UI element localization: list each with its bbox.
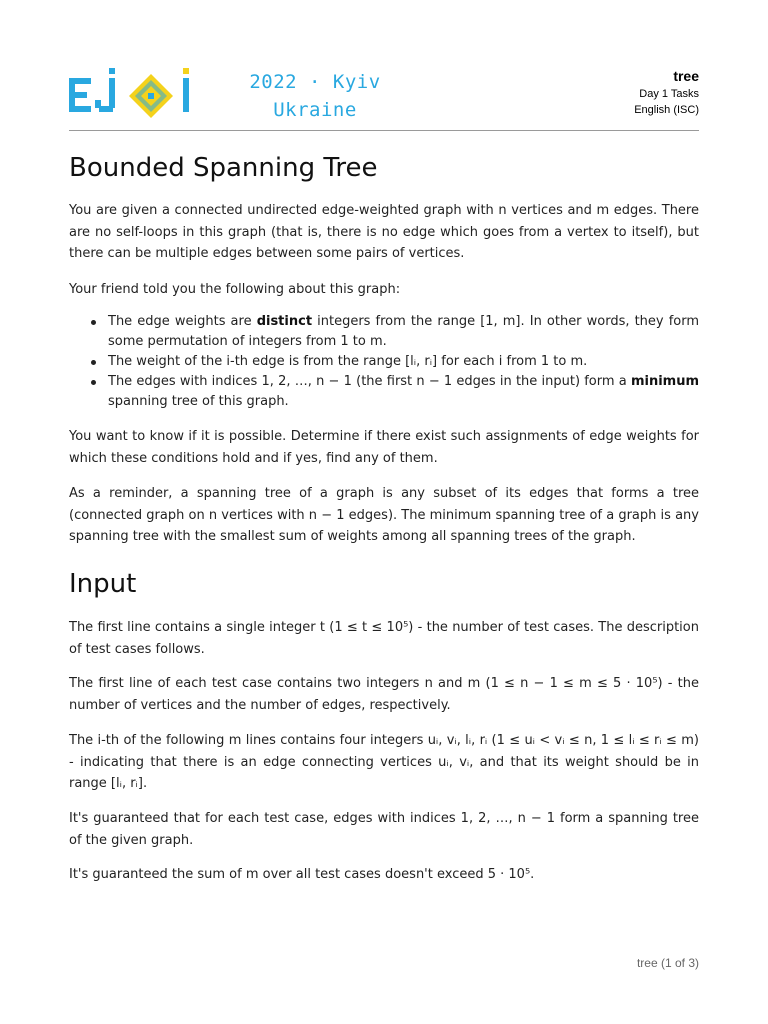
list-item — [69, 312, 699, 352]
input-paragraph-1: The first line contains a single integer t (1 ≤ t ≤ 10⁵) - the number of test cases. The description of test cases follows. — [69, 620, 699, 657]
task-language: English (ISC) — [634, 104, 699, 116]
input-paragraph-3: The i-th of the following m lines contains four integers uᵢ, vᵢ, lᵢ, rᵢ (1 ≤ uᵢ < vᵢ ≤ n, 1 ≤ lᵢ ≤ rᵢ ≤ m) - indicating that there is an edge connecting vertices uᵢ, vᵢ, and that its weight should be in range [lᵢ, rᵢ]. — [69, 733, 699, 791]
bullet3-text-b: spanning tree of this graph. — [108, 394, 289, 409]
event-title — [235, 68, 395, 124]
intro-paragraph-2: Your friend told you the following about this graph: — [69, 282, 401, 297]
bullet3-bold: minimum — [630, 374, 699, 389]
input-paragraph-2: The first line of each test case contains two integers n and m (1 ≤ n − 1 ≤ m ≤ 5 · 10⁵) - the number of vertices and the number of edges, respectively. — [69, 676, 699, 713]
input-paragraph-4: It's guaranteed that for each test case, edges with indices 1, 2, …, n − 1 form a spanning tree of the given graph. — [69, 811, 699, 848]
page-title: Bounded Spanning Tree — [69, 153, 378, 183]
event-year-city: 2022 · Kyiv — [249, 71, 381, 93]
intro-paragraph-4: As a reminder, a spanning tree of a graph is any subset of its edges that forms a tree (connected graph on n vertices with n − 1 edges). The minimum spanning tree of a graph is any spanning tree with the smallest sum of weights among all spanning trees of the graph. — [69, 486, 699, 544]
input-paragraph-5: It's guaranteed the sum of m over all test cases doesn't exceed 5 · 10⁵. — [69, 867, 535, 882]
header-divider — [69, 130, 699, 131]
event-country: Ukraine — [273, 99, 357, 121]
document-page — [69, 0, 699, 1024]
task-meta — [634, 66, 699, 118]
task-name: tree — [673, 68, 699, 84]
bullet1-bold: distinct — [256, 314, 313, 329]
task-day: Day 1 Tasks — [639, 88, 699, 100]
page-footer: tree (1 of 3) — [636, 956, 699, 970]
intro-paragraph-1: You are given a connected undirected edge-weighted graph with n vertices and m edges. There are no self-loops in this graph (that is, there is no edge which goes from a vertex to itself), but there can be multiple edges between some pairs of vertices. — [69, 203, 699, 261]
bullet1-text-b: integers from the range [1, m]. In other words, they form some permutation of integers from 1 to m. — [108, 314, 700, 349]
section-heading-input: Input — [69, 569, 137, 599]
page-header — [69, 60, 699, 130]
list-item — [69, 372, 699, 412]
ejoi-logo-icon — [69, 68, 199, 118]
list-item: The weight of the i-th edge is from the range [lᵢ, rᵢ] for each i from 1 to m. — [69, 352, 699, 372]
ejoi-logo — [69, 68, 199, 118]
conditions-list — [69, 312, 699, 412]
intro-paragraph-3: You want to know if it is possible. Determine if there exist such assignments of edge weights for which these conditions hold and if yes, find any of them. — [69, 429, 699, 466]
bullet1-text-a: The edge weights are — [108, 314, 257, 329]
bullet3-text-a: The edges with indices 1, 2, …, n − 1 (the first n − 1 edges in the input) form a — [108, 374, 631, 389]
